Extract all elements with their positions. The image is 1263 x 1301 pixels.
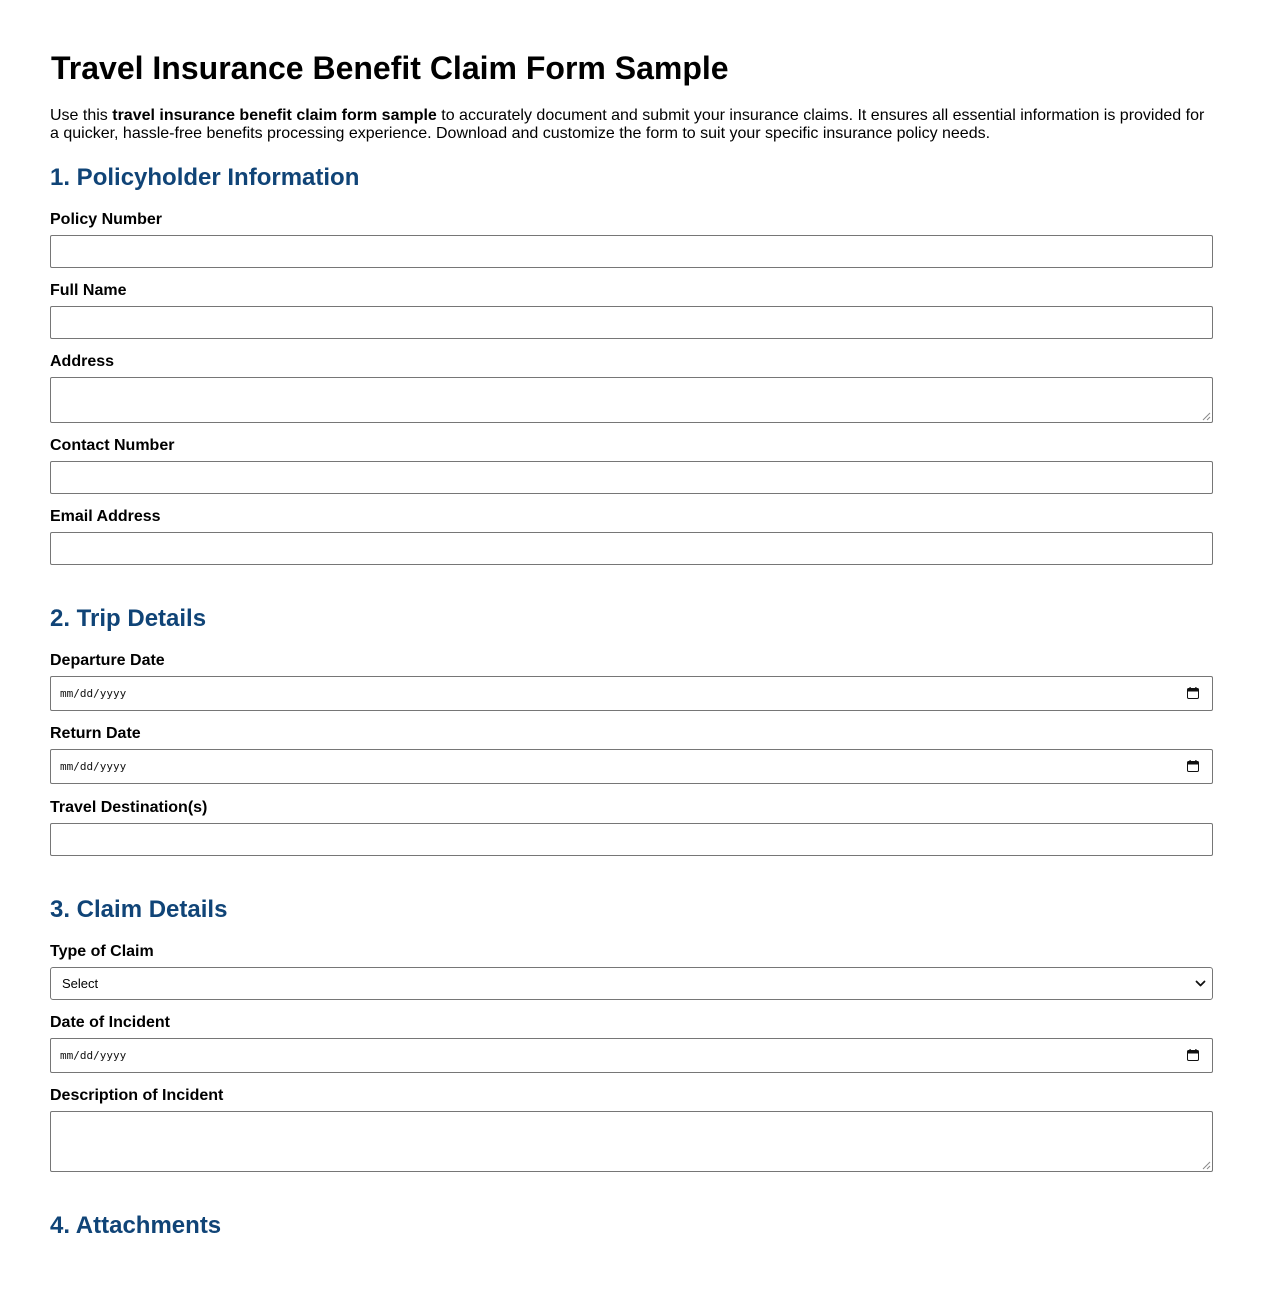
date-of-incident-placeholder: mm/dd/yyyy bbox=[60, 1049, 127, 1062]
calendar-icon[interactable] bbox=[1187, 1049, 1199, 1061]
contact-number-input[interactable] bbox=[50, 461, 1213, 494]
calendar-icon[interactable] bbox=[1187, 760, 1199, 772]
section-heading-claim: 3. Claim Details bbox=[50, 896, 228, 923]
type-of-claim-select[interactable] bbox=[50, 967, 1213, 1000]
type-of-claim-value: Select bbox=[62, 976, 99, 991]
email-label: Email Address bbox=[50, 508, 161, 525]
intro-suffix: to accurately document and submit your insurance claims. It ensures all essential information is provided for a quicker, hassle-free benefits processing experience. Download and customize the form to suit your specific insurance policy needs. bbox=[50, 107, 1205, 142]
return-date-input[interactable] bbox=[50, 749, 1213, 784]
calendar-icon[interactable] bbox=[1187, 687, 1199, 699]
date-of-incident-label: Date of Incident bbox=[50, 1014, 171, 1031]
page-title: Travel Insurance Benefit Claim Form Sample bbox=[51, 50, 729, 86]
departure-date-label: Departure Date bbox=[50, 652, 165, 669]
description-textarea[interactable] bbox=[50, 1111, 1213, 1172]
intro-prefix: Use this bbox=[50, 107, 113, 124]
return-date-label: Return Date bbox=[50, 725, 141, 742]
section-heading-attachments: 4. Attachments bbox=[50, 1212, 222, 1239]
intro-bold: travel insurance benefit claim form sample bbox=[112, 107, 437, 124]
email-input[interactable] bbox=[50, 532, 1213, 565]
departure-date-input[interactable] bbox=[50, 676, 1213, 711]
policy-number-input[interactable] bbox=[50, 235, 1213, 268]
full-name-label: Full Name bbox=[50, 282, 127, 299]
chevron-down-icon bbox=[1195, 979, 1206, 988]
date-of-incident-input[interactable] bbox=[50, 1038, 1213, 1073]
intro-paragraph bbox=[50, 107, 1215, 143]
section-heading-policyholder: 1. Policyholder Information bbox=[50, 164, 360, 191]
section-heading-trip: 2. Trip Details bbox=[50, 605, 207, 632]
type-of-claim-label: Type of Claim bbox=[50, 943, 154, 960]
return-date-placeholder: mm/dd/yyyy bbox=[60, 760, 127, 773]
policy-number-label: Policy Number bbox=[50, 211, 163, 228]
destinations-label: Travel Destination(s) bbox=[50, 799, 208, 816]
address-textarea[interactable] bbox=[50, 377, 1213, 423]
destinations-input[interactable] bbox=[50, 823, 1213, 856]
contact-number-label: Contact Number bbox=[50, 437, 175, 454]
resize-grip-icon[interactable] bbox=[1202, 1161, 1211, 1170]
full-name-input[interactable] bbox=[50, 306, 1213, 339]
address-label: Address bbox=[50, 353, 115, 370]
resize-grip-icon[interactable] bbox=[1202, 412, 1211, 421]
departure-date-placeholder: mm/dd/yyyy bbox=[60, 687, 127, 700]
description-label: Description of Incident bbox=[50, 1087, 224, 1104]
